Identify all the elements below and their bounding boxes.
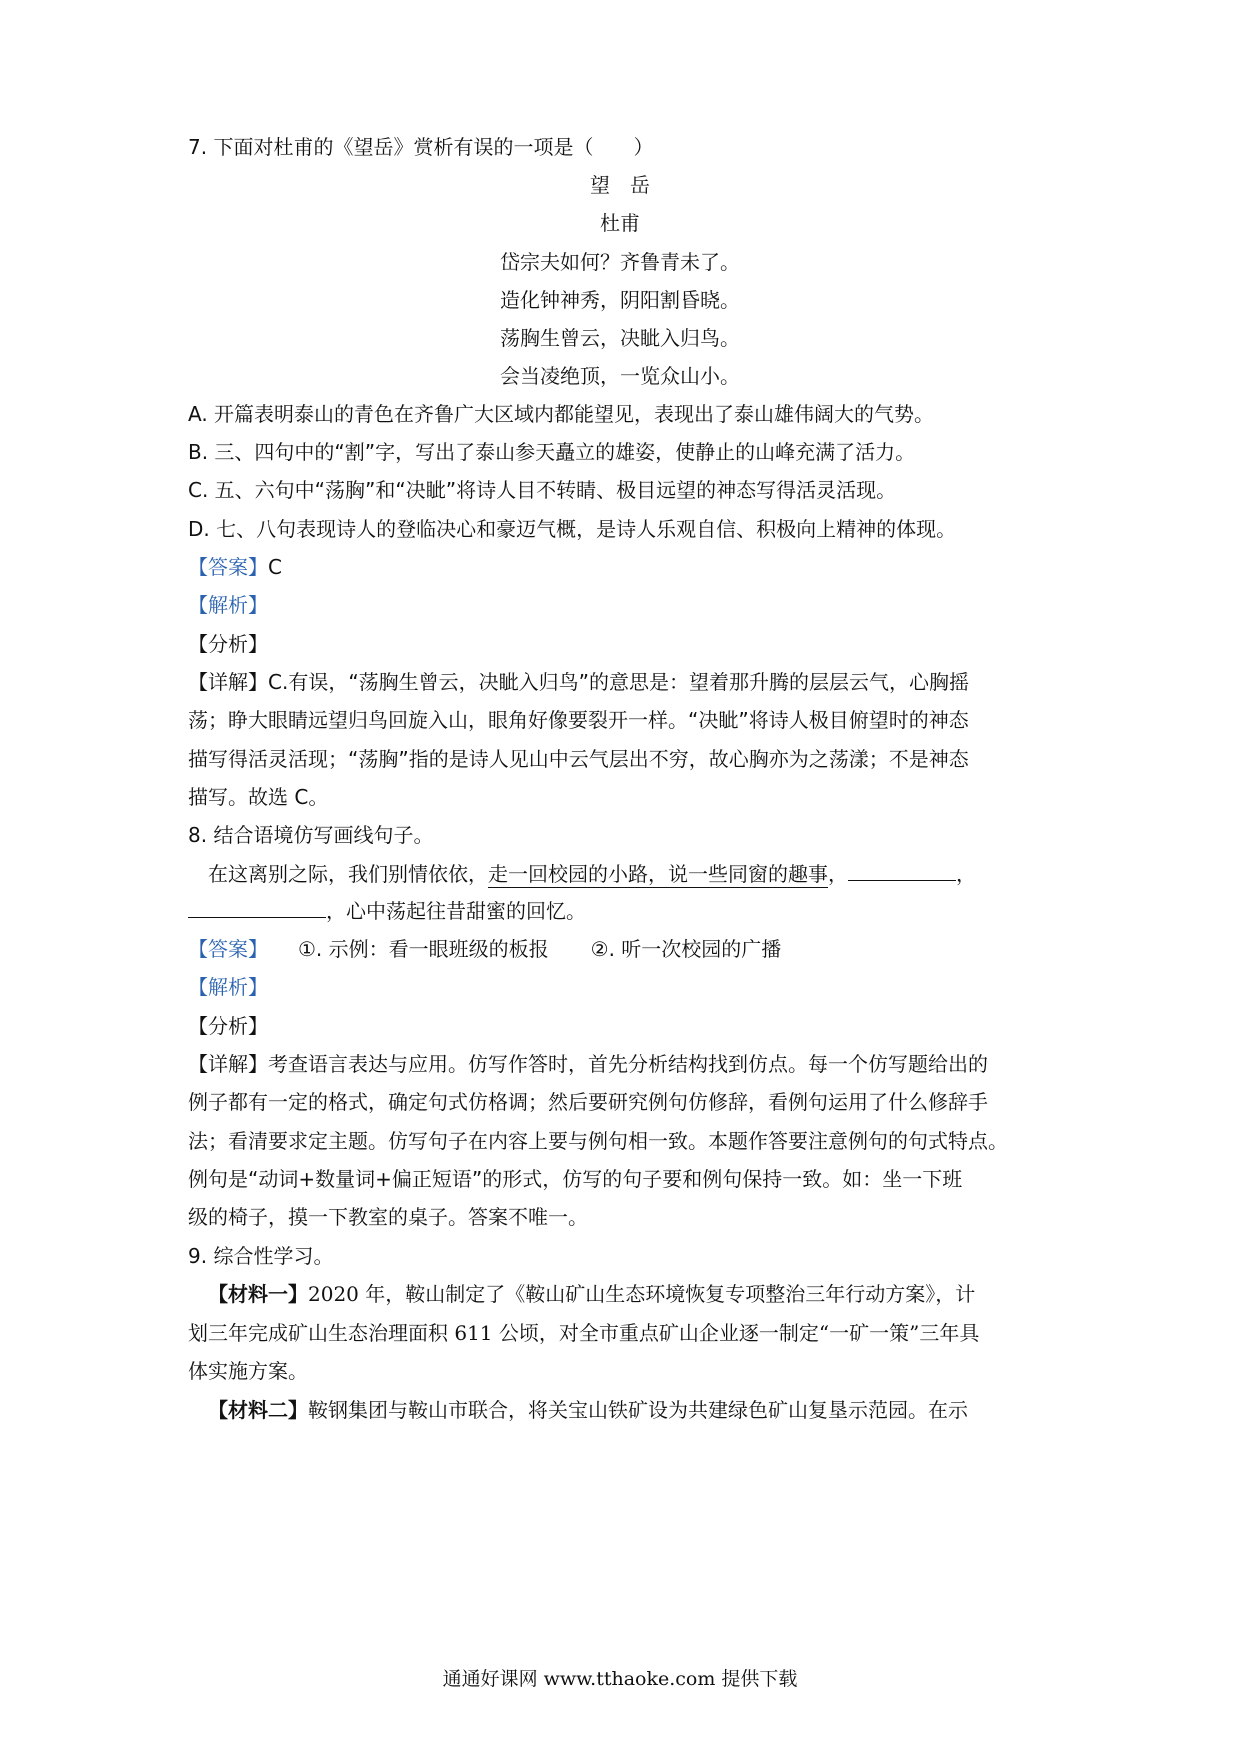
material-tag: 【材料二】 <box>208 1398 308 1422</box>
q7-answer-row <box>188 553 282 581</box>
detail-tag: 【详解】 <box>188 1052 268 1076</box>
jiexi-tag: 【解析】 <box>188 975 268 999</box>
answer-tag: 【答案】 <box>188 555 268 579</box>
q8-stem: 8. 结合语境仿写画线句子。 <box>188 823 434 847</box>
answer-blank-1[interactable] <box>848 860 956 881</box>
q8-detail-line-4: 例句是“动词+数量词+偏正短语”的形式，仿写的句子要和例句保持一致。如：坐一下班 <box>188 1167 963 1191</box>
q8-detail-line-1 <box>188 1050 988 1078</box>
poem-line-3: 荡胸生曾云，决眦入归鸟。 <box>500 326 740 350</box>
q9-material-1-line-3: 体实施方案。 <box>188 1359 308 1383</box>
q7-detail-line-4: 描写。故选 C。 <box>188 785 329 809</box>
q9-stem: 9. 综合性学习。 <box>188 1244 334 1268</box>
q8-detail-line-2: 例子都有一定的格式，确定句式仿格调；然后要研究例句仿修辞，看例句运用了什么修辞手 <box>188 1090 988 1114</box>
material-text: 2020 年，鞍山制定了《鞍山矿山生态环境恢复专项整治三年行动方案》，计 <box>308 1282 976 1306</box>
material-text: 鞍钢集团与鞍山市联合，将关宝山铁矿设为共建绿色矿山复垦示范园。在示 <box>308 1398 968 1422</box>
q9-material-2-line-1 <box>208 1396 968 1424</box>
q7-option-d: D. 七、八句表现诗人的登临决心和豪迈气概，是诗人乐观自信、积极向上精神的体现。 <box>188 517 957 541</box>
q9-material-1-line-1 <box>208 1280 975 1308</box>
detail-tag: 【详解】 <box>188 670 268 694</box>
poem-line-1: 岱宗夫如何？齐鲁青未了。 <box>500 250 740 274</box>
q7-option-b: B. 三、四句中的“割”字，写出了泰山参天矗立的雄姿，使静止的山峰充满了活力。 <box>188 440 916 464</box>
footer-source: 通通好课网 www.tthaoke.com 提供下载 <box>442 1668 798 1690</box>
fenxi-tag: 【分析】 <box>188 1014 268 1038</box>
answer-tag: 【答案】 <box>188 937 268 961</box>
q7-detail-line-3: 描写得活灵活现；“荡胸”指的是诗人见山中云气层出不穷，故心胸亦为之荡漾；不是神态 <box>188 747 969 771</box>
detail-text: C.有误，“荡胸生曾云，决眦入归鸟”的意思是：望着那升腾的层层云气，心胸摇 <box>268 670 970 694</box>
q7-option-a: A. 开篇表明泰山的青色在齐鲁广大区域内都能望见，表现出了泰山雄伟阔大的气势。 <box>188 402 935 426</box>
q9-material-1-line-2: 划三年完成矿山生态治理面积 611 公顷，对全市重点矿山企业逐一制定“一矿一策”三年具 <box>188 1321 980 1345</box>
poem-line-4: 会当凌绝顶，一览众山小。 <box>500 364 740 388</box>
q8-answer-2: ②. 听一次校园的广播 <box>590 937 782 961</box>
q8-answer-1: ①. 示例：看一眼班级的板报 <box>298 937 549 961</box>
q7-stem: 7. 下面对杜甫的《望岳》赏析有误的一项是（ ） <box>188 135 654 159</box>
q7-option-c: C. 五、六句中“荡胸”和“决眦”将诗人目不转睛、极目远望的神态写得活灵活现。 <box>188 478 897 502</box>
underlined-sentence: 走一回校园的小路，说一些同窗的趣事 <box>488 862 828 886</box>
material-tag: 【材料一】 <box>208 1282 308 1306</box>
jiexi-tag: 【解析】 <box>188 593 268 617</box>
q8-detail-line-5: 级的椅子，摸一下教室的桌子。答案不唯一。 <box>188 1205 588 1229</box>
context-sep: ， <box>828 862 848 886</box>
poem-line-2: 造化钟神秀，阴阳割昏晓。 <box>500 288 740 312</box>
context-post: ，心中荡起往昔甜蜜的回忆。 <box>326 899 586 923</box>
poem-author: 杜甫 <box>600 211 640 235</box>
q8-detail-line-3: 法；看清要求定主题。仿写句子在内容上要与例句相一致。本题作答要注意例句的句式特点。 <box>188 1129 1008 1153</box>
q8-answer-row <box>188 935 781 963</box>
detail-text: 考查语言表达与应用。仿写作答时，首先分析结构找到仿点。每一个仿写题给出的 <box>268 1052 988 1076</box>
poem-title: 望 岳 <box>590 173 650 197</box>
answer-blank-2[interactable] <box>188 897 326 918</box>
context-pre: 在这离别之际，我们别情依依， <box>208 862 488 886</box>
q7-answer: C <box>268 555 282 579</box>
q8-context-line-2 <box>188 897 586 925</box>
context-comma: ， <box>956 862 976 886</box>
q7-detail-line-2: 荡；睁大眼睛远望归鸟回旋入山，眼角好像要裂开一样。“决眦”将诗人极目俯望时的神态 <box>188 708 969 732</box>
q8-context-line-1 <box>208 860 976 888</box>
fenxi-tag: 【分析】 <box>188 632 268 656</box>
q7-detail-line-1 <box>188 668 969 696</box>
